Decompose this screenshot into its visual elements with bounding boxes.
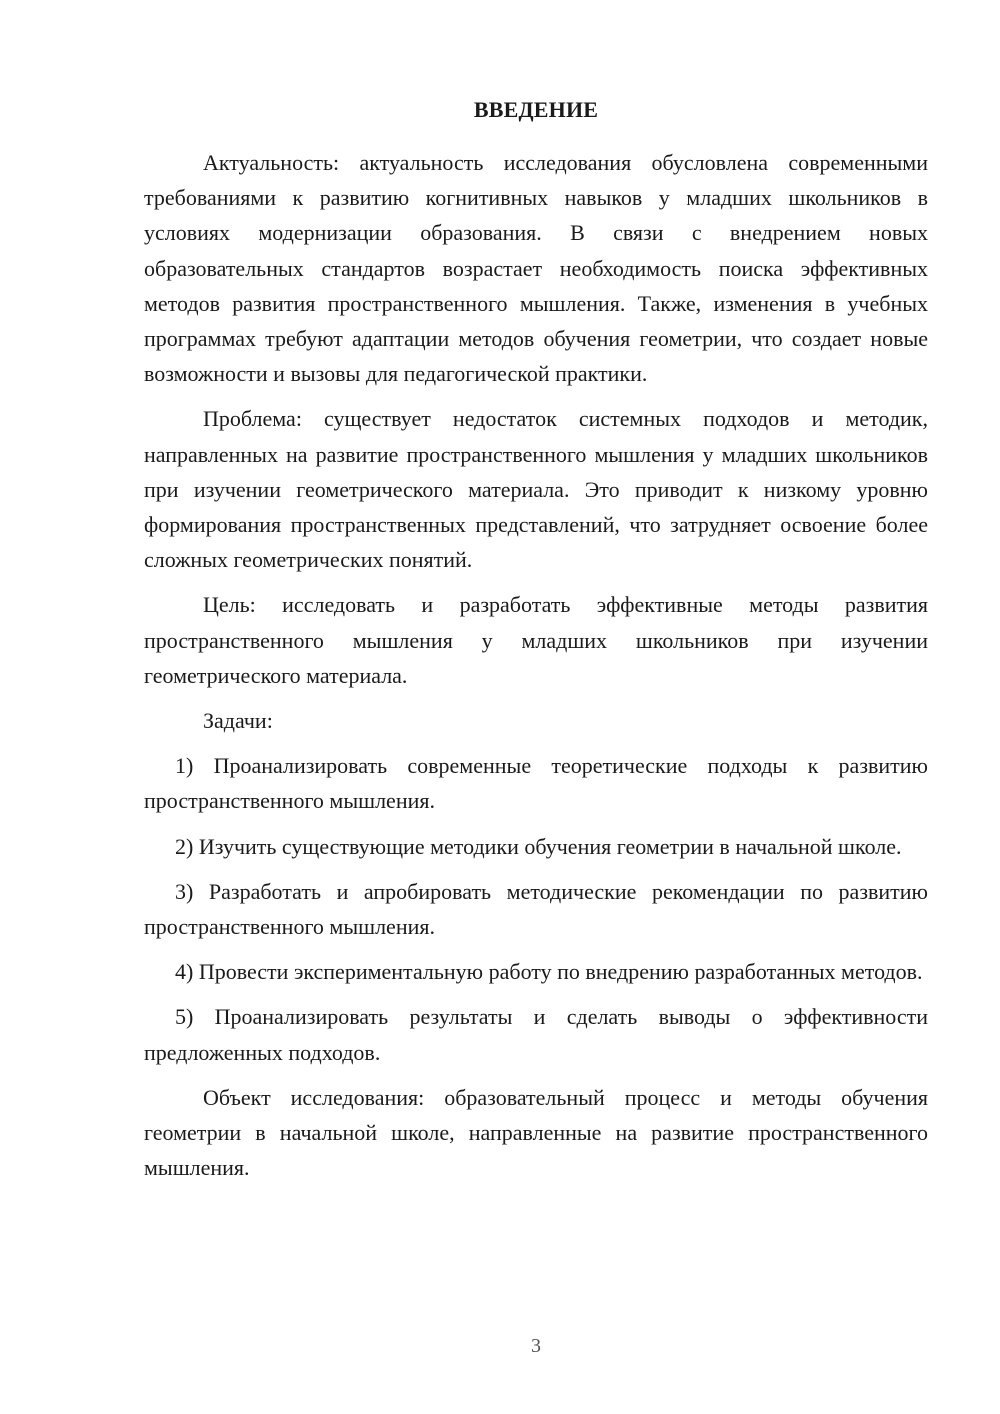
task-item: 3) Разработать и апробировать методические рекомендации по развитию пространственного мышления. [144, 878, 928, 940]
goal-paragraph: Цель: исследовать и разработать эффективные методы развития пространственного мышления у младших школьников при изучении геометрического материала. [144, 592, 928, 688]
tasks-label: Задачи: [203, 708, 273, 734]
task-item: 5) Проанализировать результаты и сделать выводы о эффективности предложенных подходов. [144, 1004, 928, 1065]
relevance-paragraph: Актуальность: актуальность исследования обусловлена современными требованиями к развитию когнитивных навыков у младших школьников в условиях модернизации образования. В связи с внедрением новых образовательных стандартов возрастает необходимость поиска эффективных методов развития пространственного мышления. Также, изменения в учебных программах требуют адаптации методов обучения геометрии, что создает новые возможности и вызовы для педагогической практики. [144, 150, 928, 387]
task-item: 4) Провести экспериментальную работу по внедрению разработанных методов. [175, 959, 923, 985]
object-paragraph: Объект исследования: образовательный процесс и методы обучения геометрии в начальной школе, направленные на развитие пространственного мышления. [144, 1084, 928, 1181]
page-number: 3 [531, 1335, 541, 1357]
page-content [144, 92, 928, 1195]
problem-paragraph: Проблема: существует недостаток системных подходов и методик, направленных на развитие пространственного мышления у младших школьников при изучении геометрического материала. Это приводит к низкому уровню формирования пространственных представлений, что затрудняет освоение более сложных геометрических понятий. [144, 406, 928, 573]
tasks-list [144, 748, 928, 1070]
task-item: 2) Изучить существующие методики обучения геометрии в начальной школе. [175, 833, 902, 859]
section-heading: ВВЕДЕНИЕ [473, 97, 599, 122]
task-item: 1) Проанализировать современные теоретические подходы к развитию пространственного мышления. [144, 753, 928, 814]
